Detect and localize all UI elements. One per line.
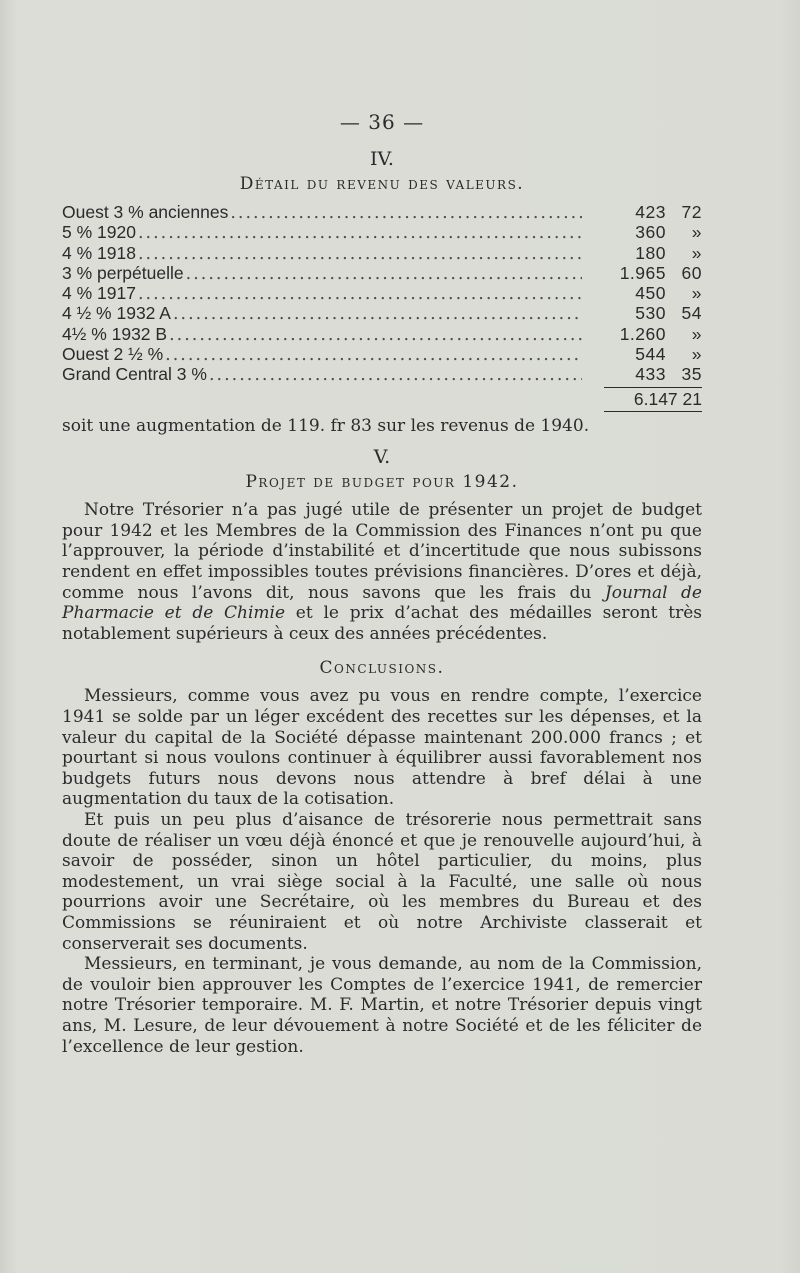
row-amount: 433 35: [635, 364, 702, 385]
journal-title: Journal de Pharmacie et de Chimie: [62, 582, 702, 624]
row-amount: 423 72: [635, 202, 702, 222]
row-amount: 450 »: [635, 283, 702, 304]
row-label: 5 % 1920: [62, 222, 136, 243]
table-row: [62, 344, 702, 364]
row-label: 4 % 1917: [62, 283, 136, 304]
dot-leader: [186, 264, 582, 284]
page-content: [62, 110, 702, 1057]
row-label: 4 % 1918: [62, 242, 136, 263]
table-row: [62, 364, 702, 384]
row-label: Ouest 3 % anciennes: [62, 202, 229, 222]
dot-leader: [138, 284, 582, 304]
row-amount: 544 »: [635, 344, 702, 365]
table-row: [62, 283, 702, 303]
section-number-v: V.: [373, 446, 391, 469]
row-amount: 1.260 »: [619, 323, 702, 344]
table-row: [62, 202, 702, 222]
dot-leader: [138, 244, 582, 264]
page-number: — 36 —: [339, 110, 425, 134]
spacer: [62, 436, 702, 446]
row-amount: 1.965 60: [619, 262, 702, 283]
row-label: Grand Central 3 %: [62, 364, 207, 385]
total-amount: 6.147 21: [604, 387, 702, 412]
revenue-summary: soit une augmentation de 119. fr 83 sur les revenus de 1940.: [62, 415, 590, 436]
section-title-revenu: Détail du revenu des valeurs.: [239, 174, 525, 194]
conclusions-paragraph-2: Et puis un peu plus d’aisance de trésorerie nous permettrait sans doute de réaliser un vœu déjà énoncé et que je renouvelle aujourd’hui, à savoir de posséder, sinon un hôtel particulier, du moins, plus modestement, un vrai siège social à la Faculté, une salle où nous pourrions avoir une Secrétaire, où les membres du Bureau et des Commissions se réuniraient et où notre Archiviste classerait et conserverait ses documents.: [62, 809, 702, 954]
dot-leader: [209, 365, 582, 385]
table-row: [62, 222, 702, 242]
dot-leader: [169, 325, 582, 345]
table-row: [62, 303, 702, 323]
row-label: 4 ½ % 1932 A: [62, 303, 171, 324]
conclusions-paragraph-3: Messieurs, en terminant, je vous demande, au nom de la Commission, de vouloir bien approuver les Comptes de l’exercice 1941, de remercier notre Trésorier temporaire. M. F. Martin, et notre Trésorier depuis vingt ans, M. Lesure, de leur dévouement à notre Société et de les féliciter de l’excellence de leur gestion.: [62, 954, 702, 1057]
total-row: [62, 387, 702, 412]
section-number-iv: IV.: [370, 148, 394, 170]
row-amount: 180 »: [635, 242, 702, 263]
dot-leader: [173, 304, 582, 324]
section-title-conclusions: Conclusions.: [319, 658, 445, 679]
budget-paragraph: Notre Trésorier n’a pas jugé utile de présenter un projet de budget pour 1942 et les Membres de la Commission des Finances n’ont pu que l’approuver, la période d’instabilité et d’incertitude que nous subissons rendent en effet impossibles toutes prévisions financières. D’ores et déjà, comme nous l’avons dit, nous savons que les frais du Journal de Pharmacie et de Chimie et le prix d’achat des médailles seront très notablement supérieurs à ceux des années précédentes.: [62, 500, 702, 644]
revenue-table: [62, 202, 702, 412]
dot-leader: [165, 345, 582, 365]
conclusions-paragraph-1: Messieurs, comme vous avez pu vous en rendre compte, l’exercice 1941 se solde par un léger excédent des recettes sur les dépenses, et la valeur du capital de la Société dépasse maintenant 200.000 francs ; et pourtant si nous voulons continuer à équilibrer aussi favorablement nos budgets futurs nous devons nous attendre à bref délai à une augmentation du taux de la cotisation.: [62, 686, 702, 810]
row-label: 3 % perpétuelle: [62, 262, 184, 283]
row-label: Ouest 2 ½ %: [62, 344, 164, 365]
section-title-budget: Projet de budget pour 1942.: [245, 472, 519, 493]
row-amount: 360 »: [635, 222, 702, 243]
table-row: [62, 324, 702, 344]
table-row: [62, 263, 702, 283]
table-row: [62, 243, 702, 263]
row-amount: 530 54: [635, 303, 702, 324]
row-label: 4½ % 1932 B: [62, 323, 168, 344]
dot-leader: [230, 203, 582, 223]
dot-leader: [138, 223, 582, 243]
